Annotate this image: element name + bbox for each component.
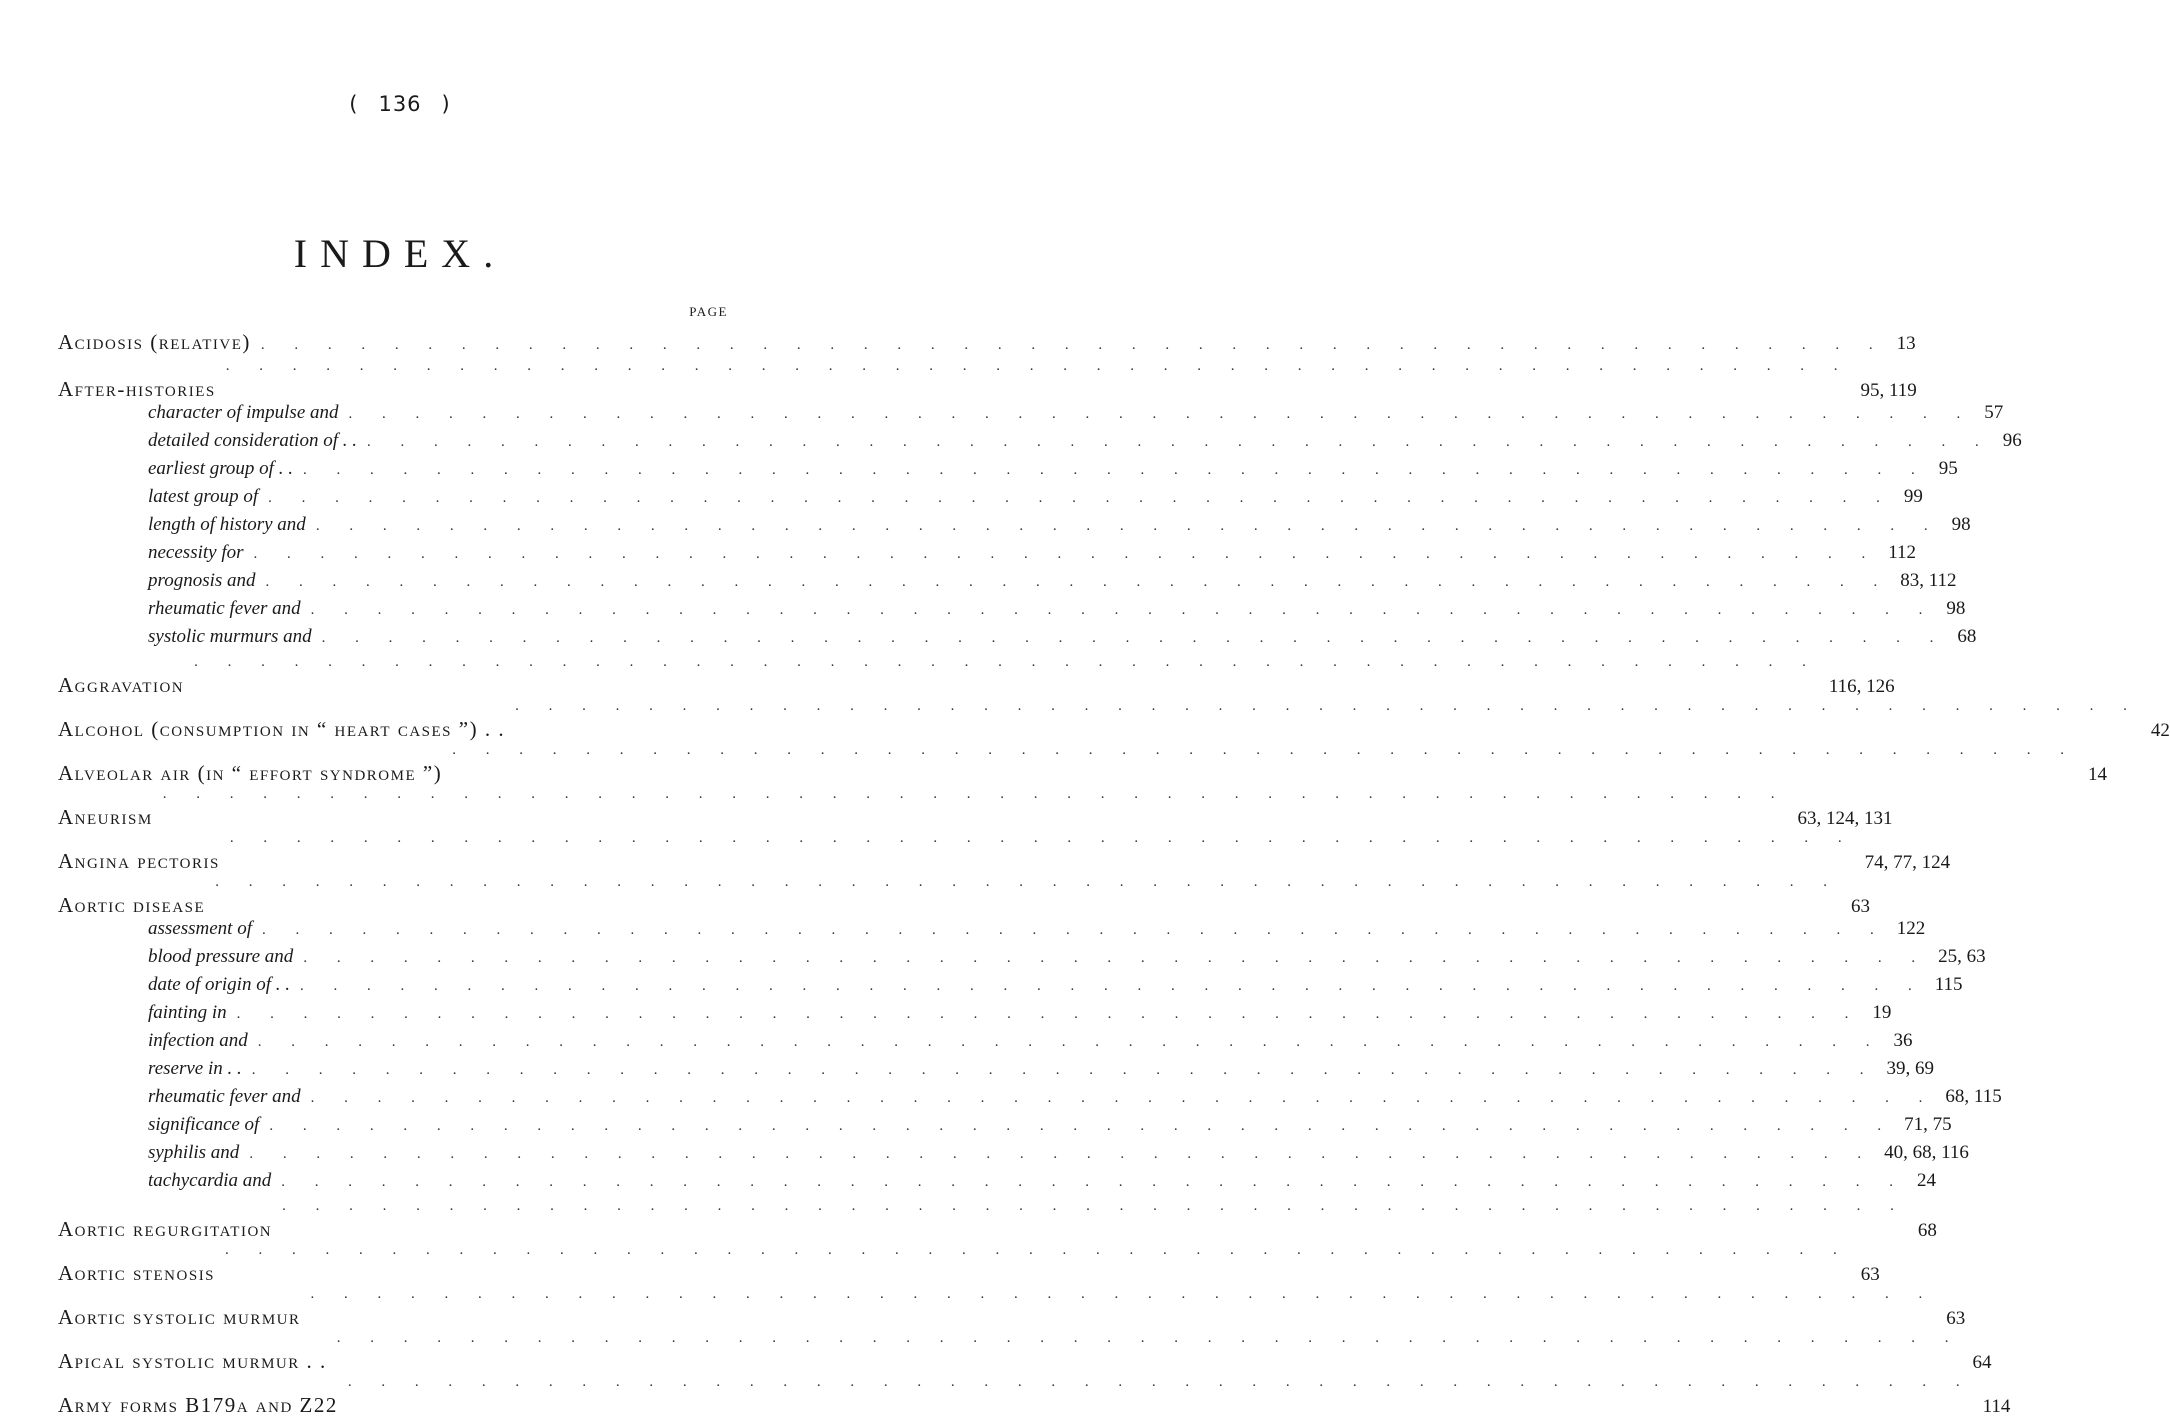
entry-term: infection and [58, 1030, 254, 1052]
dot-leader: . . . . . . . . . . . . . . . . . . . . . . . . . . . . . . . . . . . . . . . . . . . . . . . . . [249, 1146, 1875, 1162]
entry-term: blood pressure and [58, 946, 299, 968]
entry-pages: 98 [1945, 514, 1971, 536]
entry-term: Alcohol (consumption in “ heart cases ”) . . [58, 717, 511, 742]
index-entry [58, 1374, 2011, 1418]
index-subentry [58, 918, 1926, 946]
entry-term: Acidosis (relative) [58, 330, 257, 355]
entry-term: earliest group of . . [58, 458, 299, 480]
dot-leader: . . . . . . . . . . . . . . . . . . . . . . . . . . . . . . . . . . . . . . . . . . . . . . . . . [261, 922, 1887, 938]
index-subentry [58, 1030, 1913, 1058]
entry-term: Army forms B179a and Z22 [58, 1393, 344, 1418]
entry-term: Aortic disease [58, 893, 211, 918]
entry-term: Aneurism [58, 805, 159, 830]
dot-leader: . . . . . . . . . . . . . . . . . . . . . . . . . . . . . . . . . . . . . . . . . . . . . . . . . [251, 1062, 1877, 1078]
entry-term: fainting in [58, 1002, 233, 1024]
index-entry [58, 358, 1917, 402]
entry-pages: 39, 69 [1881, 1058, 1907, 1080]
entry-pages: 95, 119 [1854, 380, 1880, 402]
dot-leader: . . . . . . . . . . . . . . . . . . . . . . . . . . . . . . . . . . . . . . . . . . . . . . . . . [281, 1174, 1907, 1190]
index-subentry [58, 486, 1923, 514]
entry-pages: 13 [1890, 333, 1916, 355]
entry-pages: 57 [1977, 402, 2003, 424]
index-entry [58, 330, 1916, 358]
page-number-value: 136 [378, 92, 422, 116]
page-number [0, 92, 800, 116]
entry-pages: 25, 63 [1932, 946, 1958, 968]
entry-term: Aggravation [58, 673, 190, 698]
index-list [58, 330, 2170, 1418]
index-subentry [58, 946, 1986, 974]
dot-leader: . . . . . . . . . . . . . . . . . . . . . . . . . . . . . . . . . . . . . . . . . . . . . . . . . [194, 654, 1819, 670]
index-subentry [58, 458, 1958, 486]
entry-term: Aortic regurgitation [58, 1217, 278, 1242]
dot-leader: . . . . . . . . . . . . . . . . . . . . . . . . . . . . . . . . . . . . . . . . . . . . . . . . . [310, 1286, 1936, 1302]
dot-leader: . . . . . . . . . . . . . . . . . . . . . . . . . . . . . . . . . . . . . . . . . . . . . . . . . [452, 742, 2077, 758]
index-entry [58, 786, 1893, 830]
entry-pages: 24 [1910, 1170, 1936, 1192]
dot-leader: . . . . . . . . . . . . . . . . . . . . . . . . . . . . . . . . . . . . . . . . . . . . . . . . . [302, 462, 1928, 478]
entry-term: length of history and [58, 514, 312, 536]
entry-pages: 36 [1886, 1030, 1912, 1052]
entry-pages: 68 [1950, 626, 1976, 648]
dot-leader: . . . . . . . . . . . . . . . . . . . . . . . . . . . . . . . . . . . . . . . . . . . . . . . . . [321, 630, 1947, 646]
dot-leader: . . . . . . . . . . . . . . . . . . . . . . . . . . . . . . . . . . . . . . . . . . . . . . . . . [253, 546, 1879, 562]
index-entry [58, 1242, 1880, 1286]
index-subentry [58, 542, 1917, 570]
entry-term: tachycardia and [58, 1170, 277, 1192]
index-entry [58, 1198, 1937, 1242]
entry-term: rheumatic fever and [58, 598, 307, 620]
entry-term: detailed consideration of . . [58, 430, 363, 452]
dot-leader: . . . . . . . . . . . . . . . . . . . . . . . . . . . . . . . . . . . . . . . . . . . . . . . . . [303, 950, 1929, 966]
entry-term: rheumatic fever and [58, 1086, 307, 1108]
entry-pages: 14 [2081, 764, 2107, 786]
dot-leader: . . . . . . . . . . . . . . . . . . . . . . . . . . . . . . . . . . . . . . . . . . . . . . . . . [215, 874, 1840, 890]
entry-pages: 74, 77, 124 [1859, 852, 1885, 874]
index-subentry [58, 1086, 2002, 1114]
entry-term: Alveolar air (in “ effort syndrome ”) [58, 761, 448, 786]
entry-term: significance of [58, 1114, 265, 1136]
index-entry [58, 830, 1951, 874]
dot-leader: . . . . . . . . . . . . . . . . . . . . . . . . . . . . . . . . . . . . . . . . . . . . . . . . . [366, 434, 1992, 450]
index-subentry [58, 430, 2022, 458]
entry-pages: 122 [1891, 918, 1917, 940]
dot-leader: . . . . . . . . . . . . . . . . . . . . . . . . . . . . . . . . . . . . . . . . . . . . . . . . . [515, 698, 2140, 714]
entry-pages: 115 [1929, 974, 1955, 996]
index-entry [58, 742, 2107, 786]
index-entry [58, 698, 2170, 742]
index-subentry [58, 1142, 1969, 1170]
entry-pages: 63, 124, 131 [1791, 808, 1817, 830]
index-entry [58, 874, 1870, 918]
entry-pages: 63 [1854, 1264, 1880, 1286]
dot-leader: . . . . . . . . . . . . . . . . . . . . . . . . . . . . . . . . . . . . . . . . . . . . . . . . . [282, 1198, 1907, 1214]
entry-pages: 68 [1911, 1220, 1937, 1242]
dot-leader: . . . . . . . . . . . . . . . . . . . . . . . . . . . . . . . . . . . . . . . . . . . . . . . . . [265, 574, 1891, 590]
entry-pages: 116, 126 [1823, 676, 1849, 698]
dot-leader: . . . . . . . . . . . . . . . . . . . . . . . . . . . . . . . . . . . . . . . . . . . . . . . . . [162, 786, 1788, 802]
open-paren: ( [349, 92, 359, 116]
entry-pages: 40, 68, 116 [1878, 1142, 1904, 1164]
dot-leader: . . . . . . . . . . . . . . . . . . . . . . . . . . . . . . . . . . . . . . . . . . . . . . . . . [348, 406, 1974, 422]
entry-term: date of origin of . . [58, 974, 296, 996]
entry-pages: 19 [1865, 1002, 1891, 1024]
entry-term: systolic murmurs and [58, 626, 318, 648]
dot-leader: . . . . . . . . . . . . . . . . . . . . . . . . . . . . . . . . . . . . . . . . . . . . . . . . . [299, 978, 1925, 994]
entry-pages: 112 [1882, 542, 1908, 564]
entry-pages: 42 [2144, 720, 2170, 742]
entry-term: Aortic stenosis [58, 1261, 221, 1286]
close-paren: ) [441, 92, 451, 116]
index-subentry [58, 974, 1963, 1002]
index-entry [58, 1330, 1992, 1374]
index-subentry [58, 514, 1971, 542]
dot-leader: . . . . . . . . . . . . . . . . . . . . . . . . . . . . . . . . . . . . . . . . . . . . . . . . . [336, 1330, 1962, 1346]
index-entry [58, 1286, 1966, 1330]
dot-leader: . . . . . . . . . . . . . . . . . . . . . . . . . . . . . . . . . . . . . . . . . . . . . . . . . [225, 1242, 1850, 1258]
dot-leader: . . . . . . . . . . . . . . . . . . . . . . . . . . . . . . . . . . . . . . . . . . . . . . . . . [268, 490, 1893, 506]
entry-term: assessment of [58, 918, 258, 940]
index-subentry [58, 1114, 1952, 1142]
index-title: INDEX. [293, 231, 507, 276]
entry-pages: 114 [1977, 1396, 2003, 1418]
dot-leader: . . . . . . . . . . . . . . . . . . . . . . . . . . . . . . . . . . . . . . . . . . . . . . . . . [225, 358, 1851, 374]
entry-term: Angina pectoris [58, 849, 226, 874]
dot-leader: . . . . . . . . . . . . . . . . . . . . . . . . . . . . . . . . . . . . . . . . . . . . . . . . . [269, 1118, 1895, 1134]
entry-term: reserve in . . [58, 1058, 248, 1080]
dot-leader: . . . . . . . . . . . . . . . . . . . . . . . . . . . . . . . . . . . . . . . . . . . . . . . . . [260, 337, 1886, 353]
entry-term: Aortic systolic murmur [58, 1305, 307, 1330]
entry-pages: 83, 112 [1894, 570, 1920, 592]
entry-pages: 71, 75 [1898, 1114, 1924, 1136]
index-subentry [58, 570, 1957, 598]
dot-leader: . . . . . . . . . . . . . . . . . . . . . . . . . . . . . . . . . . . . . . . . . . . . . . . . . [347, 1374, 1973, 1390]
entry-term: latest group of [58, 486, 264, 508]
entry-term: syphilis and [58, 1142, 245, 1164]
dot-leader: . . . . . . . . . . . . . . . . . . . . . . . . . . . . . . . . . . . . . . . . . . . . . . . . . [315, 518, 1941, 534]
entry-pages: 64 [1966, 1352, 1992, 1374]
entry-term: prognosis and [58, 570, 262, 592]
index-entry [58, 654, 1895, 698]
entry-pages: 99 [1897, 486, 1923, 508]
dot-leader: . . . . . . . . . . . . . . . . . . . . . . . . . . . . . . . . . . . . . . . . . . . . . . . . . [310, 1090, 1936, 1106]
page-column-label: PAGE [689, 304, 728, 319]
index-subentry [58, 1002, 1892, 1030]
entry-pages: 68, 115 [1939, 1086, 1965, 1108]
index-subentry [58, 402, 2004, 430]
index-subentry [58, 598, 1966, 626]
dot-leader: . . . . . . . . . . . . . . . . . . . . . . . . . . . . . . . . . . . . . . . . . . . . . . . . . [229, 830, 1855, 846]
index-subentry [58, 1170, 1937, 1198]
entry-pages: 98 [1939, 598, 1965, 620]
dot-leader: . . . . . . . . . . . . . . . . . . . . . . . . . . . . . . . . . . . . . . . . . . . . . . . . . [310, 602, 1936, 618]
entry-pages: 96 [1996, 430, 2022, 452]
dot-leader: . . . . . . . . . . . . . . . . . . . . . . . . . . . . . . . . . . . . . . . . . . . . . . . . . [257, 1034, 1883, 1050]
index-subentry [58, 626, 1977, 654]
dot-leader: . . . . . . . . . . . . . . . . . . . . . . . . . . . . . . . . . . . . . . . . . . . . . . . . . [236, 1006, 1862, 1022]
entry-pages: 63 [1939, 1308, 1965, 1330]
entry-term: necessity for [58, 542, 250, 564]
entry-pages: 95 [1932, 458, 1958, 480]
index-subentry [58, 1058, 1934, 1086]
entry-term: Apical systolic murmur . . [58, 1349, 333, 1374]
entry-pages: 63 [1844, 896, 1870, 918]
entry-term: character of impulse and [58, 402, 345, 424]
entry-term: After-histories [58, 377, 222, 402]
